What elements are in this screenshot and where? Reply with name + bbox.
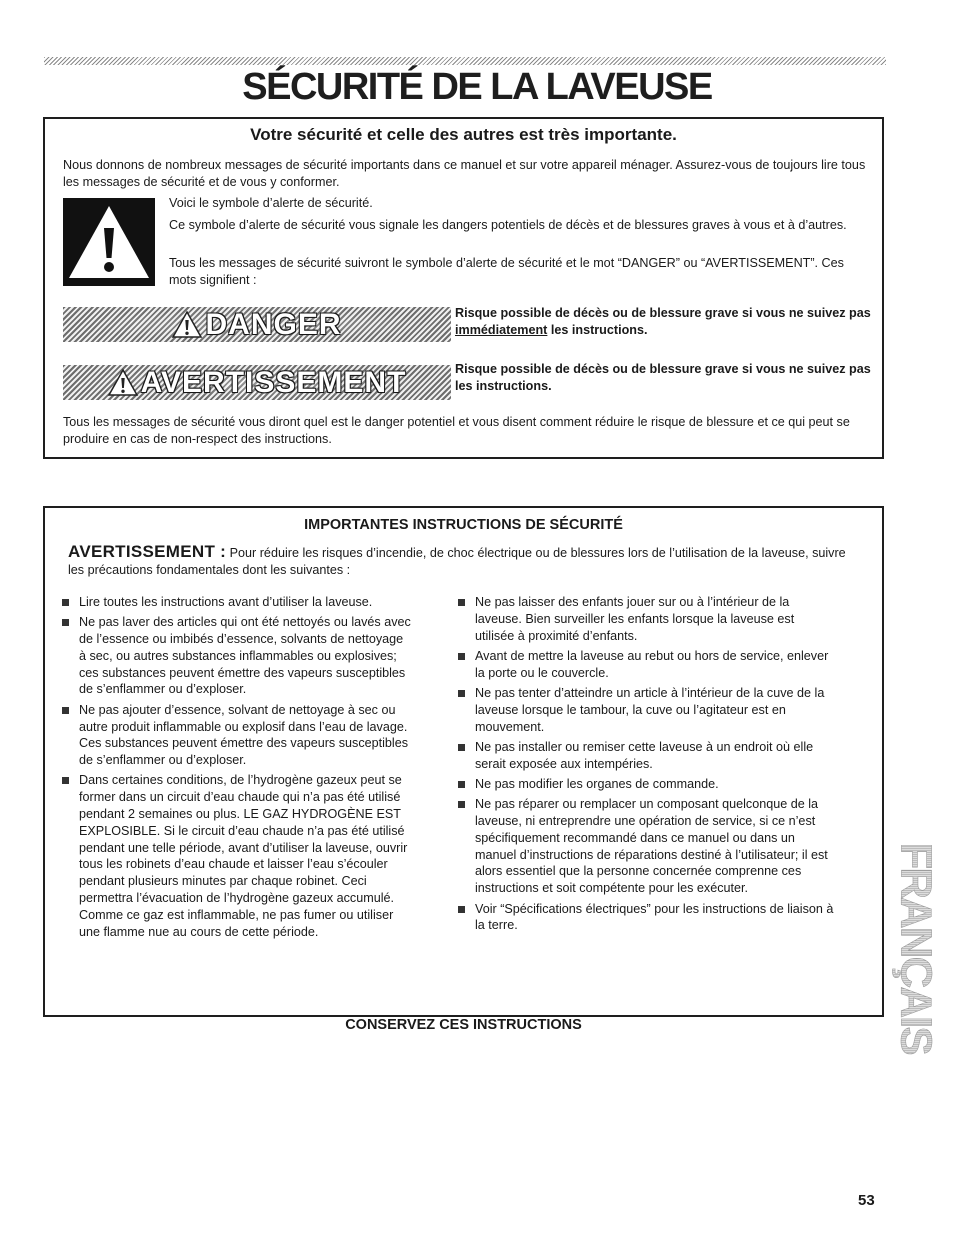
language-tab-label: FRANÇAIS (892, 841, 942, 1054)
square-bullet-icon (62, 707, 69, 714)
warning-lead: AVERTISSEMENT : (68, 542, 227, 561)
square-bullet-icon (458, 599, 465, 606)
warning-label: AVERTISSEMENT (140, 365, 407, 399)
danger-emphasis: immédiatement (455, 323, 548, 337)
square-bullet-icon (458, 906, 465, 913)
symbol-meaning-text: Ce symbole d’alerte de sécurité vous signale les dangers potentiels de décès et de blessures graves à vous et à d’autres. (169, 218, 847, 232)
instructions-footer: CONSERVEZ CES INSTRUCTIONS (345, 1017, 582, 1033)
list-item: Ne pas installer ou remiser cette laveuse à un endroit où elle serait exposée aux intempéries. (455, 739, 835, 773)
square-bullet-icon (62, 599, 69, 606)
list-item: Voir “Spécifications électriques” pour les instructions de liaison à la terre. (455, 901, 835, 935)
instructions-heading: IMPORTANTES INSTRUCTIONS DE SÉCURITÉ (304, 517, 623, 533)
square-bullet-icon (458, 744, 465, 751)
list-item: Ne pas modifier les organes de commande. (455, 776, 835, 793)
square-bullet-icon (458, 781, 465, 788)
danger-alert-icon (172, 311, 202, 338)
important-instructions-box (43, 506, 884, 1033)
list-item: Dans certaines conditions, de l’hydrogène gazeux peut se former dans un circuit d’eau chaude qui n’a pas été utilisé pendant 2 semaines ou plus. LE GAZ HYDROGÈNE EST EXPLOSIBLE. Si le circuit d’eau chaude n’a pas été utilisé pendant une telle période, avant d’utiliser la laveuse, ouvrir tous les robinets d’eau chaude et laisser l’eau s’écouler pendant plusieurs minutes par chaque robinet. Ceci permettra l’évacuation de l’hydrogène gazeux accumulé. Comme ce gaz est inflammable, ne pas fumer ou utiliser une flamme nue au cours de cette période. (59, 772, 411, 940)
square-bullet-icon (458, 653, 465, 660)
list-item: Avant de mettre la laveuse au rebut ou hors de service, enlever la porte ou le couvercle. (455, 648, 835, 682)
page-number: 53 (858, 1192, 875, 1209)
list-item: Ne pas laisser des enfants jouer sur ou à l’intérieur de la laveuse. Bien surveiller les enfants lorsque la laveuse est utilisée à proximité d’enfants. (455, 594, 835, 644)
warning-description: Risque possible de décès ou de blessure grave si vous ne suivez pas les instructions. (455, 362, 871, 393)
square-bullet-icon (62, 777, 69, 784)
danger-banner (63, 307, 451, 342)
safety-alert-triangle-icon (63, 198, 155, 286)
instructions-left-column (59, 594, 411, 944)
square-bullet-icon (62, 619, 69, 626)
list-item: Ne pas réparer ou remplacer un composant quelconque de la laveuse, ni entreprendre une opération de service, si ce n’est spécifiquement recommandé dans ce manuel ou dans un manuel d’instructions de réparations destiné à l’utilisateur; il est alors essentiel que la personne concernée comprenne ces instructions et soit compétente pour les exécuter. (455, 796, 835, 897)
safety-message-box (43, 117, 884, 459)
warning-alert-icon (108, 369, 138, 396)
list-item: Ne pas ajouter d’essence, solvant de nettoyage à sec ou autre produit inflammable ou explosif dans l’eau de lavage. Ces substances peuvent émettre des vapeurs susceptibles de s’enflammer ou d’exploser. (59, 702, 411, 769)
list-item: Lire toutes les instructions avant d’utiliser la laveuse. (59, 594, 411, 611)
square-bullet-icon (458, 690, 465, 697)
safety-intro: Nous donnons de nombreux messages de sécurité importants dans ce manuel et sur votre appareil ménager. Assurez-vous de toujours lire tous les messages de sécurité et de vous y conformer. (63, 158, 866, 189)
top-decorative-rule (44, 57, 886, 65)
danger-label: DANGER (205, 307, 342, 341)
danger-description: Risque possible de décès ou de blessure grave si vous ne suivez pas immédiatement les instructions. (455, 306, 871, 337)
list-item: Ne pas laver des articles qui ont été nettoyés ou lavés avec de l’essence ou imbibés d’essence, solvants de nettoyage à sec, ou autres substances inflammables ou explosives; ces substances peuvent émettre des vapeurs susceptibles de s’enflammer ou d’exploser. (59, 614, 411, 698)
page-title: SÉCURITÉ DE LA LAVEUSE (242, 66, 712, 108)
language-side-tab (892, 841, 942, 1054)
instructions-warning: AVERTISSEMENT : Pour réduire les risques d’incendie, de choc électrique ou de blessures lors de l’utilisation de la laveuse, suivre les précautions fondamentales dont les suivantes : (68, 542, 846, 577)
safety-heading: Votre sécurité et celle des autres est très importante. (250, 125, 677, 144)
warning-banner (63, 365, 451, 400)
symbol-intro-text: Voici le symbole d’alerte de sécurité. (169, 196, 373, 210)
square-bullet-icon (458, 801, 465, 808)
list-item: Ne pas tenter d’atteindre un article à l’intérieur de la cuve de la laveuse lorsque le tambour, la cuve ou l’agitateur est en mouvement. (455, 685, 835, 735)
safety-footer: Tous les messages de sécurité vous diront quel est le danger potentiel et vous disent comment réduire le risque de blessure et ce qui peut se produire en cas de non-respect des instructions. (63, 415, 850, 446)
signal-words-text: Tous les messages de sécurité suivront le symbole d’alerte de sécurité et le mot “DANGER” ou “AVERTISSEMENT”. Ces mots signifient : (169, 256, 844, 287)
instructions-right-column (455, 594, 835, 938)
